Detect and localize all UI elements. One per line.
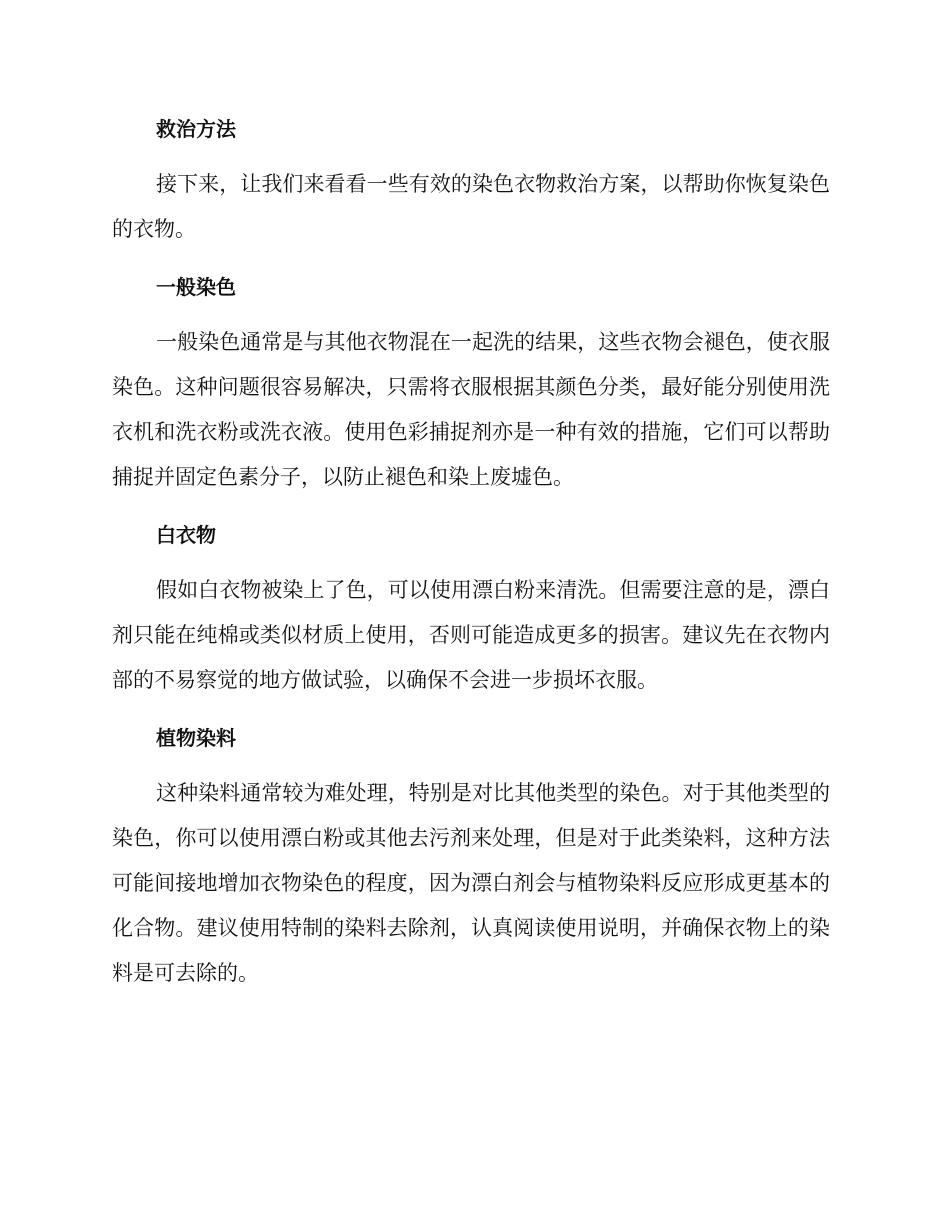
section-paragraph-remedies: 接下来，让我们来看看一些有效的染色衣物救治方案，以帮助你恢复染色的衣物。 (112, 172, 830, 241)
section-paragraph-white-clothes: 假如白衣物被染上了色，可以使用漂白粉来清洗。但需要注意的是，漂白剂只能在纯棉或类似材质上使用，否则可能造成更多的损害。建议先在衣物内部的不易察觉的地方做试验，以确保不会进一步损坏衣服。 (112, 578, 830, 692)
section-heading-plant-dyes: 植物染料 (156, 726, 236, 750)
section-paragraph-general-staining: 一般染色通常是与其他衣物混在一起洗的结果，这些衣物会褪色，使衣服染色。这种问题很容易解决，只需将衣服根据其颜色分类，最好能分别使用洗衣机和洗衣粉或洗衣液。使用色彩捕捉剂亦是一种有效的措施，它们可以帮助捕捉并固定色素分子，以防止褪色和染上废墟色。 (112, 330, 830, 489)
section-heading-remedies: 救治方法 (156, 117, 236, 141)
section-heading-general-staining: 一般染色 (156, 275, 236, 299)
section-heading-white-clothes: 白衣物 (156, 523, 216, 547)
section-paragraph-plant-dyes: 这种染料通常较为难处理，特别是对比其他类型的染色。对于其他类型的染色，你可以使用漂白粉或其他去污剂来处理，但是对于此类染料，这种方法可能间接地增加衣物染色的程度，因为漂白剂会与植物染料反应形成更基本的化合物。建议使用特制的染料去除剂，认真阅读使用说明，并确保衣物上的染料是可去除的。 (112, 781, 830, 985)
document-body (112, 108, 830, 1010)
